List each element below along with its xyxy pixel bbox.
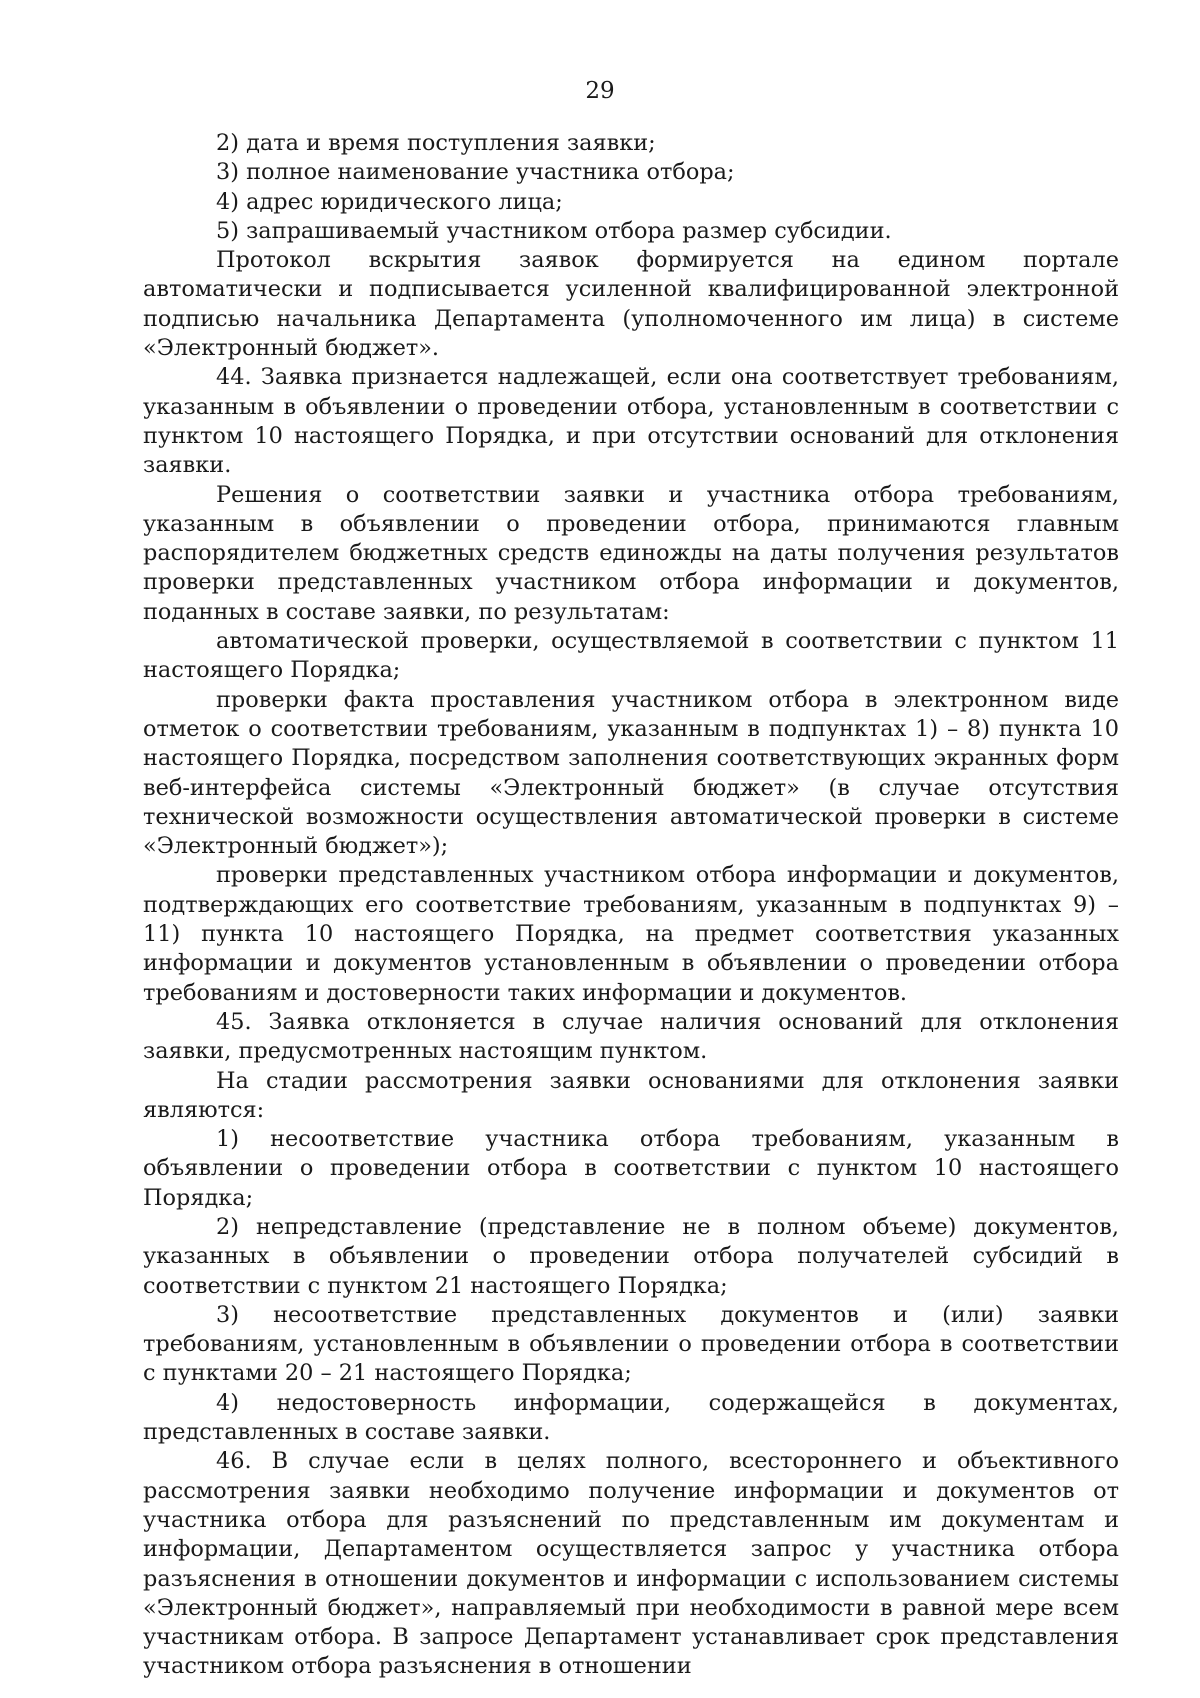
paragraph-marks-check: проверки факта проставления участником отбора в электронном виде отметок о соответствии требованиям, указанным в подпунктах 1) – 8) пункта 10 настоящего Порядка, посредством заполнения соответствующих экранных форм веб-интерфейса системы «Электронный бюджет» (в случае отсутствия технической возможности осуществления автоматической проверки в системе «Электронный бюджет»); bbox=[143, 686, 1119, 860]
paragraph-ground-4: 4) недостоверность информации, содержащейся в документах, представленных в составе заявки. bbox=[143, 1389, 1119, 1446]
paragraph-decisions: Решения о соответствии заявки и участника отбора требованиям, указанным в объявлении о проведении отбора, принимаются главным распорядителем бюджетных средств единожды на даты получения результатов проверки представленных участником отбора информации и документов, поданных в составе заявки, по результатам: bbox=[143, 481, 1119, 625]
paragraph-clause-46: 46. В случае если в целях полного, всестороннего и объективного рассмотрения заявки необходимо получение информации и документов от участника отбора для разъяснений по представленным им документам и информации, Департаментом осуществляется запрос у участника отбора разъяснения в отношении документов и информации с использованием системы «Электронный бюджет», направляемый при необходимости в равной мере всем участникам отбора. В запросе Департамент устанавливает срок представления участником отбора разъяснения в отношении bbox=[143, 1448, 1119, 1680]
paragraph-item-5: 5) запрашиваемый участником отбора размер субсидии. bbox=[216, 217, 892, 244]
page-number: 29 bbox=[585, 78, 615, 104]
paragraph-automatic-check: автоматической проверки, осуществляемой в соответствии с пунктом 11 настоящего Порядка; bbox=[143, 628, 1119, 684]
paragraph-clause-45: 45. Заявка отклоняется в случае наличия оснований для отклонения заявки, предусмотренных настоящим пунктом. bbox=[143, 1008, 1119, 1065]
paragraph-clause-44: 44. Заявка признается надлежащей, если она соответствует требованиям, указанным в объявлении о проведении отбора, установленным в соответствии с пунктом 10 настоящего Порядка, и при отсутствии оснований для отклонения заявки. bbox=[143, 364, 1119, 479]
paragraph-item-3: 3) полное наименование участника отбора; bbox=[216, 159, 735, 186]
paragraph-protocol: Протокол вскрытия заявок формируется на едином портале автоматически и подписывается усиленной квалифицированной электронной подписью начальника Департамента (уполномоченного им лица) в системе «Электронный бюджет». bbox=[143, 247, 1119, 362]
paragraph-ground-1: 1) несоответствие участника отбора требованиям, указанным в объявлении о проведении отбора в соответствии с пунктом 10 настоящего Порядка; bbox=[143, 1126, 1119, 1211]
paragraph-item-4: 4) адрес юридического лица; bbox=[216, 188, 563, 215]
paragraph-ground-2: 2) непредставление (представление не в полном объеме) документов, указанных в объявлении о проведении отбора получателей субсидий в соответствии с пунктом 21 настоящего Порядка; bbox=[143, 1213, 1119, 1299]
paragraph-rejection-grounds: На стадии рассмотрения заявки основаниями для отклонения заявки являются: bbox=[143, 1067, 1119, 1123]
paragraph-documents-check: проверки представленных участником отбора информации и документов, подтверждающих его соответствие требованиям, указанным в подпунктах 9) – 11) пункта 10 настоящего Порядка, на предмет соответствия указанных информации и документов установленным в объявлении о проведении отбора требованиям и достоверности таких информации и документов. bbox=[143, 862, 1119, 1006]
paragraph-item-2: 2) дата и время поступления заявки; bbox=[216, 130, 656, 156]
document-body bbox=[143, 129, 1119, 1682]
paragraph-ground-3: 3) несоответствие представленных документов и (или) заявки требованиям, установленным в объявлении о проведении отбора в соответствии с пунктами 20 – 21 настоящего Порядка; bbox=[143, 1301, 1119, 1387]
